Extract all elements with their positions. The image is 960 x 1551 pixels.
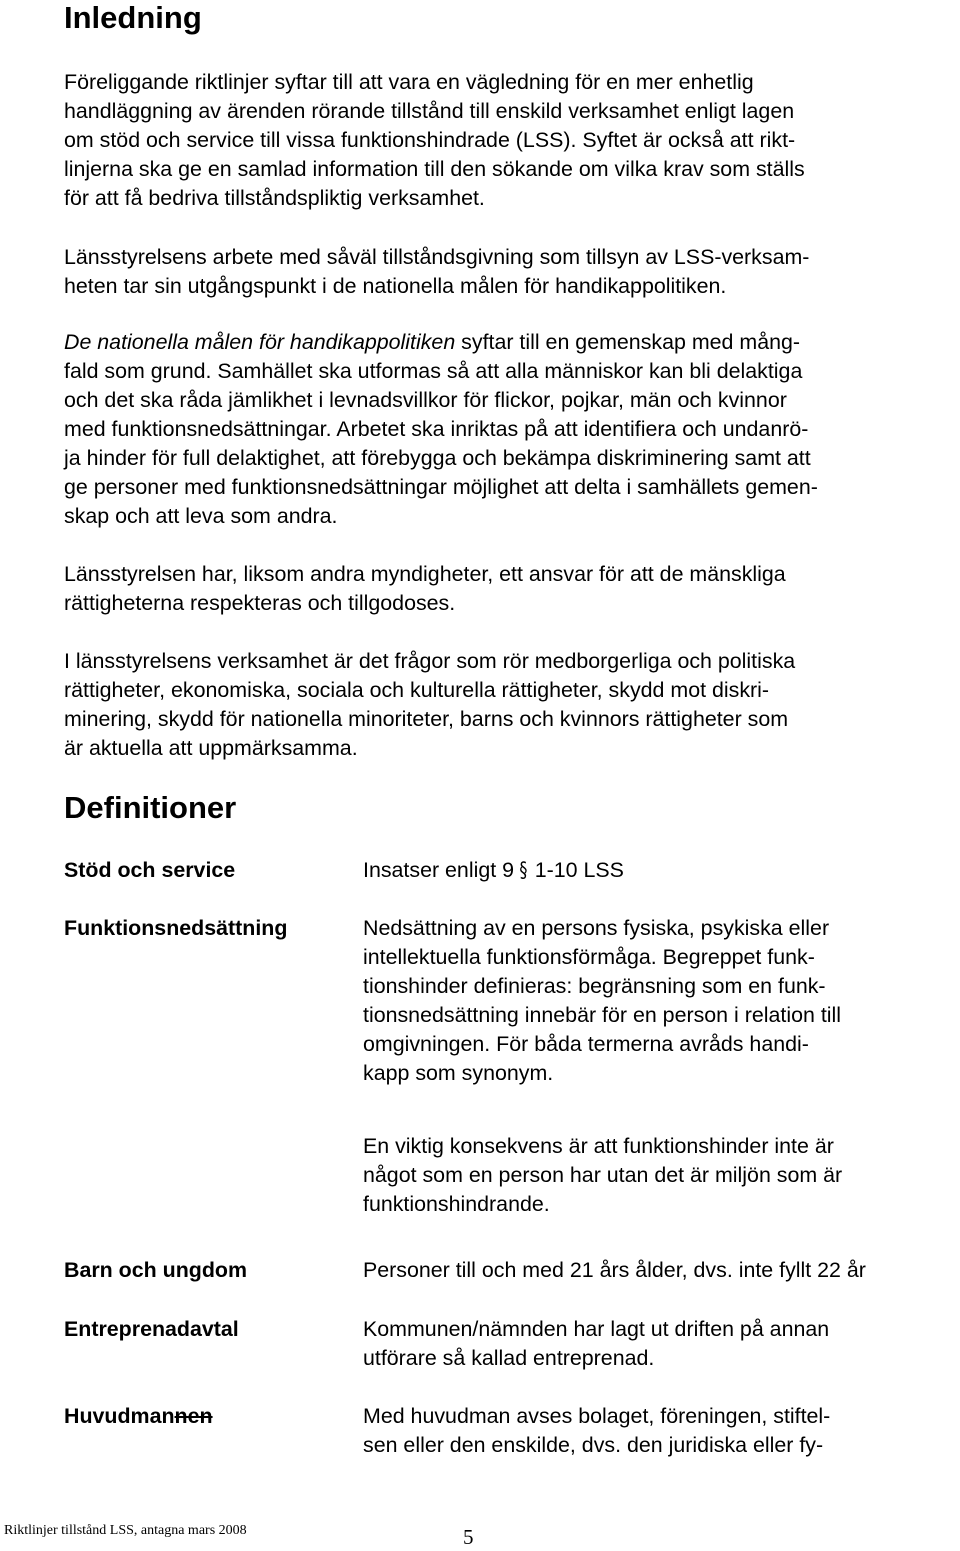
text-line: handläggning av ärenden rörande tillstånd till enskild verksamhet enligt lagen — [64, 99, 795, 123]
page-number: 5 — [463, 1525, 474, 1549]
text-line: I länsstyrelsens verksamhet är det frågor som rör medborgerliga och politiska — [64, 649, 796, 673]
definition-stod-och-service — [363, 856, 960, 885]
text-line: En viktig konsekvens är att funktionshinder inte är — [363, 1134, 834, 1158]
text-line: kapp som synonym. — [363, 1061, 554, 1085]
text-line: rättigheterna respekteras och tillgodoses. — [64, 591, 456, 615]
text-line: om stöd och service till vissa funktionshindrade (LSS). Syftet är också att rikt- — [64, 128, 796, 152]
term-funktionsnedsattning: Funktionsnedsättning — [64, 916, 288, 940]
intro-paragraph-5 — [64, 647, 944, 763]
text-line: tionsnedsättning innebär för en person i relation till — [363, 1003, 842, 1027]
text-line — [64, 328, 944, 357]
section-sign: § — [519, 858, 528, 883]
text-line: för att få bedriva tillståndspliktig verksamhet. — [64, 186, 485, 210]
text-line: med funktionsnedsättningar. Arbetet ska inriktas på att identifiera och undanrö- — [64, 417, 809, 441]
text-span: Insatser enligt 9 — [363, 858, 515, 882]
text-line: något som en person har utan det är miljön som är — [363, 1163, 843, 1187]
definition-funktionsnedsattning-note — [363, 1132, 960, 1219]
text-line: Med huvudman avses bolaget, föreningen, stiftel- — [363, 1404, 831, 1428]
text-span: 1-10 LSS — [534, 858, 624, 882]
intro-paragraph-3 — [64, 328, 944, 531]
intro-heading: Inledning — [64, 0, 202, 35]
text-line: Personer till och med 21 års ålder, dvs. inte fyllt 22 år — [363, 1258, 866, 1282]
text-line: linjerna ska ge en samlad information till den sökande om vilka krav som ställs — [64, 157, 805, 181]
text-line — [363, 856, 960, 885]
text-line: intellektuella funktionsförmåga. Begreppet funk- — [363, 945, 815, 969]
text-line: funktionshindrande. — [363, 1192, 550, 1216]
text-line: ge personer med funktionsnedsättningar möjlighet att delta i samhällets gemen- — [64, 475, 818, 499]
footer-text: Riktlinjer tillstånd LSS, antagna mars 2008 — [4, 1523, 247, 1538]
definition-huvudmannen — [363, 1402, 960, 1460]
text-line: Kommunen/nämnden har lagt ut driften på annan — [363, 1317, 830, 1341]
intro-paragraph-2 — [64, 243, 944, 301]
term-barn-och-ungdom: Barn och ungdom — [64, 1258, 248, 1282]
text-line: heten tar sin utgångspunkt i de nationella målen för handikappolitiken. — [64, 274, 727, 298]
text-line: tionshinder definieras: begränsning som en funk- — [363, 974, 826, 998]
definitions-heading: Definitioner — [64, 790, 237, 825]
text-span: Huvudman — [64, 1404, 175, 1428]
text-line: omgivningen. För båda termerna avråds handi- — [363, 1032, 809, 1056]
term-entreprenadavtal: Entreprenadavtal — [64, 1317, 239, 1341]
text-line: sen eller den enskilde, dvs. den juridiska eller fy- — [363, 1433, 824, 1457]
text-span: syftar till en gemenskap med mång- — [455, 330, 801, 354]
struck-text: nen — [174, 1404, 213, 1428]
definition-funktionsnedsattning — [363, 914, 960, 1088]
text-line: Nedsättning av en persons fysiska, psykiska eller — [363, 916, 830, 940]
text-line: minering, skydd för nationella minoriteter, barns och kvinnors rättigheter som — [64, 707, 789, 731]
definition-barn-och-ungdom — [363, 1256, 960, 1285]
intro-paragraph-4 — [64, 560, 944, 618]
text-line: och det ska råda jämlikhet i levnadsvillkor för flickor, pojkar, män och kvinnor — [64, 388, 787, 412]
intro-paragraph-1 — [64, 68, 944, 213]
definition-entreprenadavtal — [363, 1315, 960, 1373]
term-stod-och-service: Stöd och service — [64, 858, 236, 882]
term-huvudmannen — [64, 1402, 213, 1431]
text-line: Föreliggande riktlinjer syftar till att vara en vägledning för en mer enhetlig — [64, 70, 754, 94]
text-line: Länsstyrelsen har, liksom andra myndigheter, ett ansvar för att de mänskliga — [64, 562, 786, 586]
text-line: utförare så kallad entreprenad. — [363, 1346, 655, 1370]
text-line: ja hinder för full delaktighet, att förebygga och bekämpa diskriminering samt att — [64, 446, 811, 470]
text-line: fald som grund. Samhället ska utformas så att alla människor kan bli delaktiga — [64, 359, 803, 383]
text-line: är aktuella att uppmärksamma. — [64, 736, 358, 760]
text-line: rättigheter, ekonomiska, sociala och kulturella rättigheter, skydd mot diskri- — [64, 678, 770, 702]
italic-phrase: De nationella målen för handikappolitiken — [64, 330, 456, 354]
text-line: skap och att leva som andra. — [64, 504, 338, 528]
text-line: Länsstyrelsens arbete med såväl tillståndsgivning som tillsyn av LSS-verksam- — [64, 245, 810, 269]
